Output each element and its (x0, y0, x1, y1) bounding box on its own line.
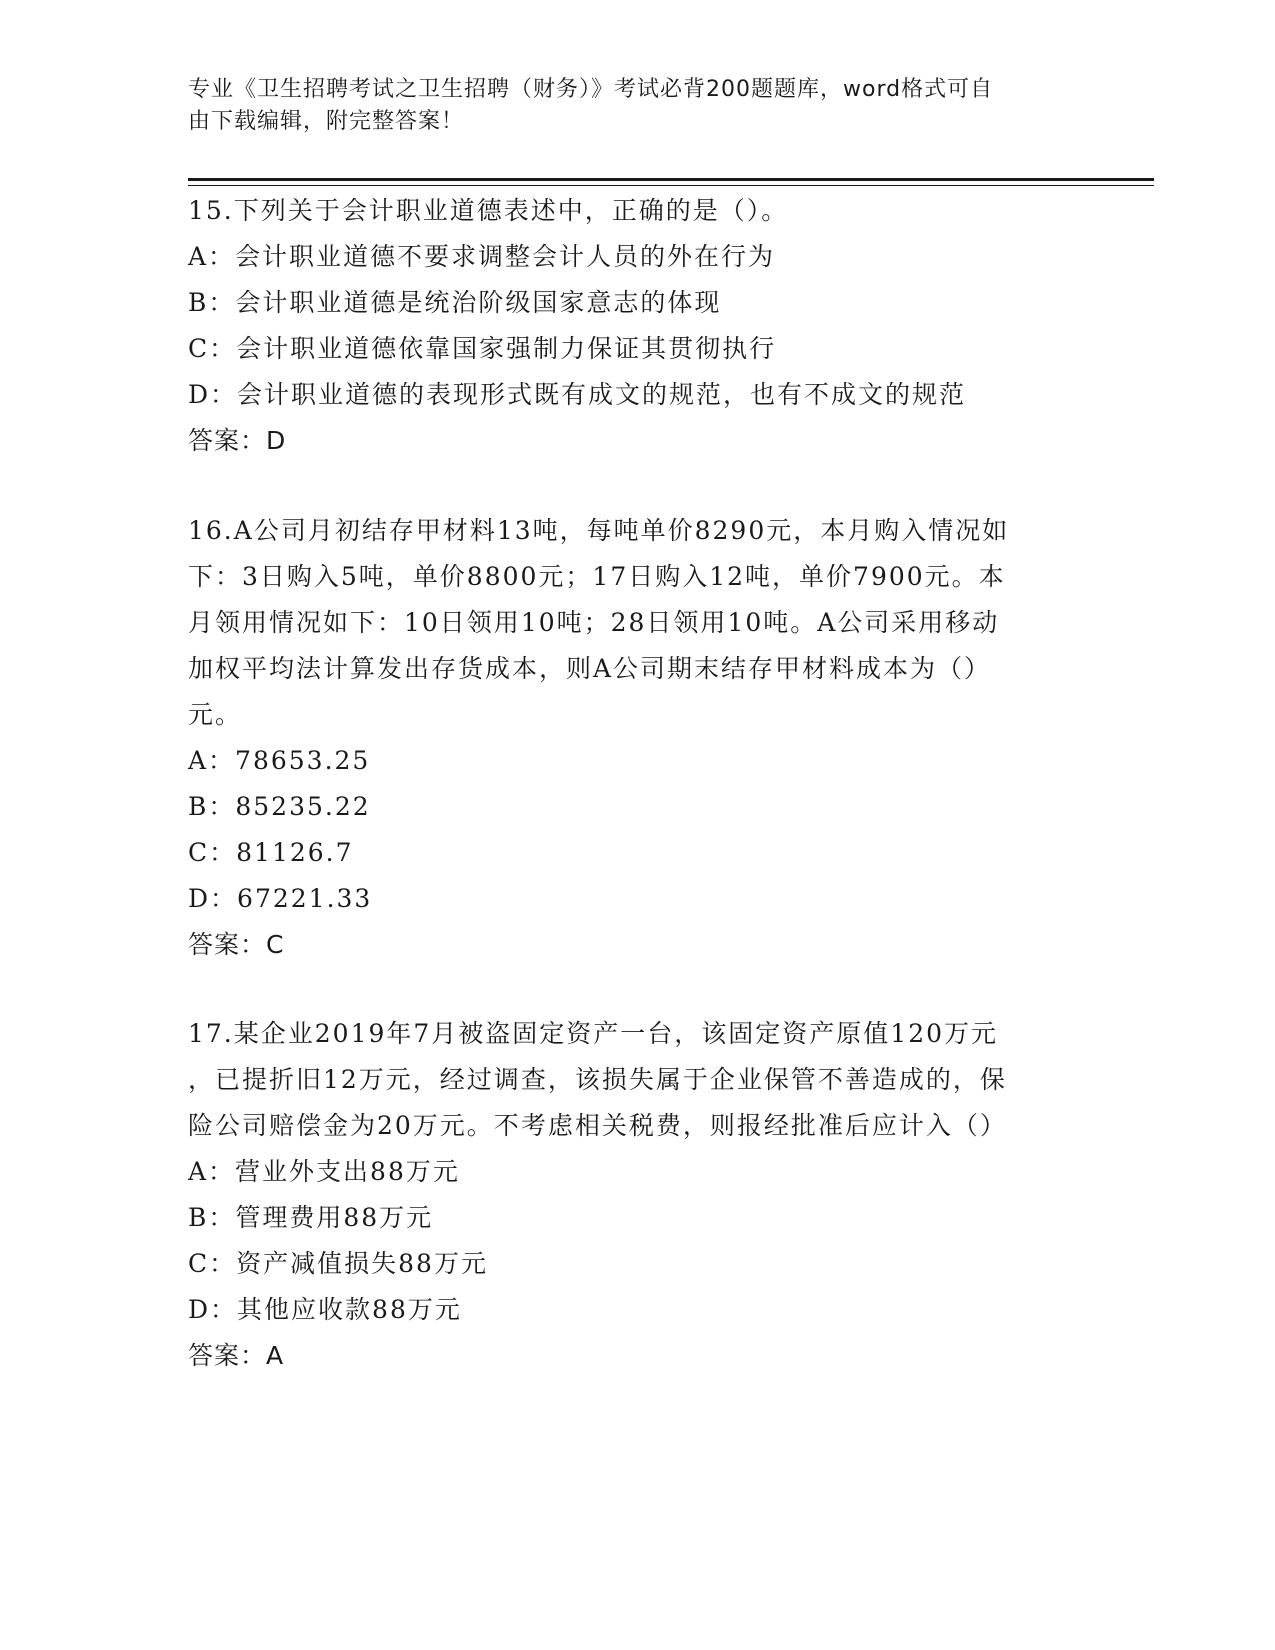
document-header (188, 74, 1088, 138)
header-line-2: 由下载编辑，附完整答案！ (188, 109, 465, 134)
question-stem-line: 15.下列关于会计职业道德表述中，正确的是（）。 (188, 196, 789, 225)
question-15 (188, 188, 1078, 464)
option-a: A：78653.25 (188, 746, 371, 775)
question-stem-line: ，已提折旧12万元，经过调查，该损失属于企业保管不善造成的，保 (188, 1065, 1007, 1094)
question-16 (188, 508, 1078, 968)
answer-label: 答案：D (188, 426, 287, 455)
option-b: B：85235.22 (188, 792, 371, 821)
option-c: C：会计职业道德依靠国家强制力保证其贯彻执行 (188, 334, 777, 363)
question-stem-line: 17.某企业2019年7月被盗固定资产一台，该固定资产原值120万元 (188, 1019, 999, 1048)
answer-label: 答案：A (188, 1341, 285, 1370)
option-d: D：会计职业道德的表现形式既有成文的规范，也有不成文的规范 (188, 380, 967, 409)
header-divider-thick (188, 178, 1154, 181)
option-b: B：会计职业道德是统治阶级国家意志的体现 (188, 288, 722, 317)
question-stem-line: 月领用情况如下：10日领用10吨；28日领用10吨。A公司采用移动 (188, 608, 1000, 637)
option-a: A：营业外支出88万元 (188, 1157, 460, 1186)
option-c: C：资产减值损失88万元 (188, 1249, 488, 1278)
question-stem-line: 下：3日购入5吨，单价8800元；17日购入12吨，单价7900元。本 (188, 562, 1006, 591)
answer-label: 答案：C (188, 930, 285, 959)
header-line-1: 专业《卫生招聘考试之卫生招聘（财务）》考试必背200题题库，word格式可自 (188, 77, 994, 102)
question-stem-line: 元。 (188, 700, 243, 729)
question-17 (188, 1011, 1078, 1379)
option-d: D：67221.33 (188, 884, 373, 913)
question-stem-line: 16.A公司月初结存甲材料13吨，每吨单价8290元，本月购入情况如 (188, 516, 1010, 545)
option-b: B：管理费用88万元 (188, 1203, 434, 1232)
option-d: D：其他应收款88万元 (188, 1295, 462, 1324)
option-c: C：81126.7 (188, 838, 354, 867)
question-stem-line: 加权平均法计算发出存货成本，则A公司期末结存甲材料成本为（） (188, 654, 992, 683)
question-stem-line: 险公司赔偿金为20万元。不考虑相关税费，则报经批准后应计入（） (188, 1111, 1007, 1140)
option-a: A：会计职业道德不要求调整会计人员的外在行为 (188, 242, 776, 271)
header-divider-thin (188, 185, 1154, 186)
